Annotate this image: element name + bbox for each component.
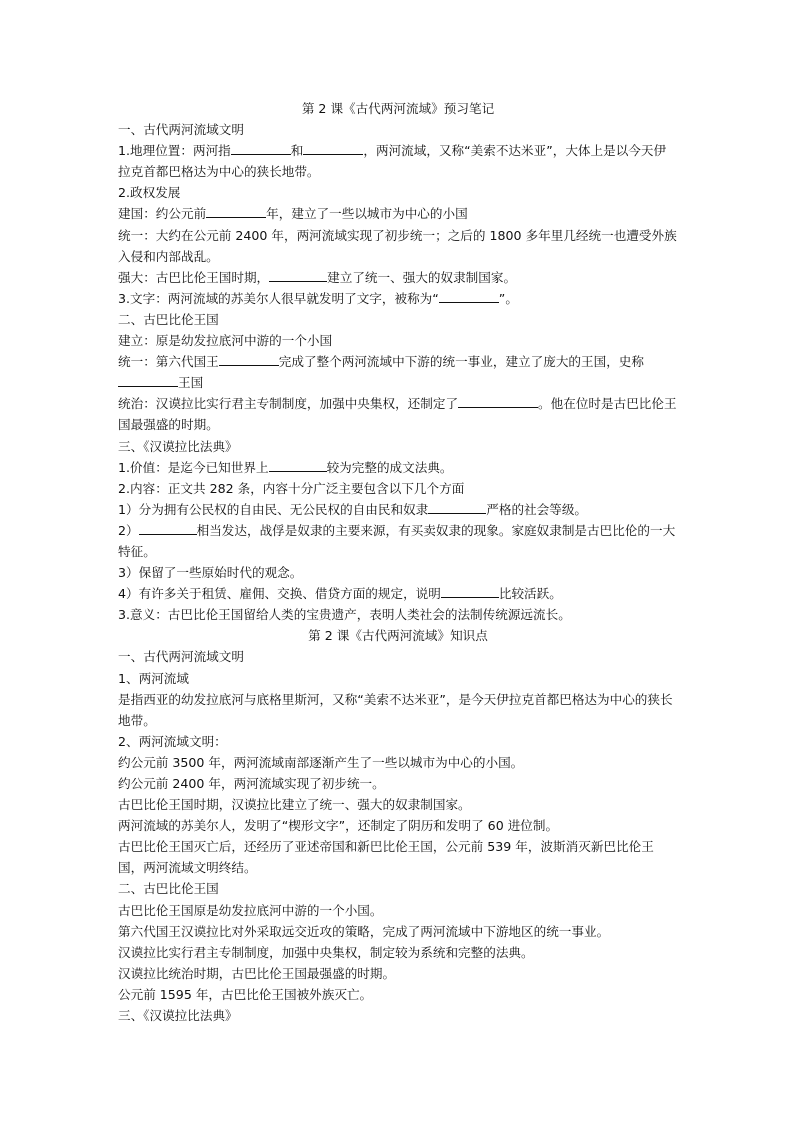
c1-text-a: 1）分为拥有公民权的自由民、无公民权的自由民和奴隶 <box>118 501 429 517</box>
fill-blank[interactable] <box>441 583 499 598</box>
notes-section-3-heading: 三、《汉谟拉比法典》 <box>118 438 238 454</box>
fill-blank[interactable] <box>303 140 363 155</box>
establish-line: 建立：原是幼发拉底河中游的一个小国 <box>118 333 333 349</box>
notes-section-1-heading: 一、古代两河流域文明 <box>118 122 244 138</box>
s2-line-2: 第六代国王汉谟拉比对外采取远交近攻的策略，完成了两河流域中下游地区的统一事业。 <box>118 923 610 939</box>
unify2-text-b: 完成了整个两河流域中下游的统一事业，建立了庞大的王国，史称 <box>278 354 644 370</box>
founding-line <box>118 203 678 224</box>
fill-blank[interactable] <box>219 351 279 366</box>
geography-paragraph <box>118 140 678 182</box>
content-item-2 <box>118 520 678 562</box>
k2-line-3: 古巴比伦王国时期，汉谟拉比建立了统一、强大的奴隶制国家。 <box>118 797 471 813</box>
c1-text-b: 严格的社会等级。 <box>486 501 588 517</box>
geography-text-a: 1.地理位置：两河指 <box>118 143 231 159</box>
c2-text-a: 2） <box>118 522 139 538</box>
knowledge-section-3-heading: 三、《汉谟拉比法典》 <box>118 1008 238 1024</box>
content-item-4 <box>118 583 678 604</box>
notes-section-2-heading: 二、古巴比伦王国 <box>118 311 219 327</box>
script-text-a: 3.文字：两河流域的苏美尔人很早就发明了文字，被称为“ <box>118 290 439 306</box>
geography-text-b: 和 <box>290 143 304 159</box>
fill-blank[interactable] <box>206 203 266 218</box>
knowledge-section-2-heading: 二、古巴比伦王国 <box>118 881 219 897</box>
content-item-3: 3）保留了一些原始时代的观念。 <box>118 565 303 581</box>
k2-heading: 2、两河流域文明： <box>118 733 227 749</box>
founding-text-b: 年，建立了一些以城市为中心的小国 <box>266 206 468 222</box>
fill-blank[interactable] <box>269 267 327 282</box>
knowledge-title: 第 2 课《古代两河流域》知识点 <box>308 628 488 644</box>
geography-text-c: ，两河流域，又称“美索不达米亚”，大体上是以今天伊拉克首都巴格达为中心的狭长地带。 <box>118 143 667 180</box>
c4-text-b: 比较活跃。 <box>498 586 562 602</box>
s2-line-4: 汉谟拉比统治时期，古巴比伦王国最强盛的时期。 <box>118 965 396 981</box>
s2-line-1: 古巴比伦王国原是幼发拉底河中游的一个小国。 <box>118 902 383 918</box>
rule-text-a: 统治：汉谟拉比实行君主专制制度，加强中央集权，还制定了 <box>118 396 459 412</box>
fill-blank[interactable] <box>139 520 197 535</box>
k2-line-5: 古巴比伦王国灭亡后，还经历了亚述帝国和新巴比伦王国，公元前 539 年，波斯消灭新巴比伦王国，两河流域文明终结。 <box>118 839 654 876</box>
strong-text-a: 强大：古巴比伦王国时期， <box>118 269 270 285</box>
s2-line-3: 汉谟拉比实行君主专制制度，加强中央集权，制定较为系统和完整的法典。 <box>118 944 534 960</box>
c4-text-a: 4）有许多关于租赁、雇佣、交换、借贷方面的规定，说明 <box>118 586 441 602</box>
unification2-paragraph <box>118 351 678 393</box>
fill-blank[interactable] <box>269 457 327 472</box>
value-line <box>118 457 678 478</box>
value-text-b: 较为完整的成文法典。 <box>326 459 453 475</box>
unify2-text-a: 统一：第六代国王 <box>118 354 219 370</box>
strong-text-b: 建立了统一、强大的奴隶制国家。 <box>327 269 517 285</box>
founding-text-a: 建国：约公元前 <box>118 206 207 222</box>
notes-title: 第 2 课《古代两河流域》预习笔记 <box>301 101 495 116</box>
fill-blank[interactable] <box>439 288 499 303</box>
rule-paragraph <box>118 393 678 435</box>
fill-blank[interactable] <box>231 140 291 155</box>
k2-line-2: 约公元前 2400 年，两河流域实现了初步统一。 <box>118 776 385 791</box>
strong-line <box>118 267 678 288</box>
meaning-line: 3.意义：古巴比伦王国留给人类的宝贵遗产，表明人类社会的法制传统源远流长。 <box>118 607 571 623</box>
content-line: 2.内容：正文共 282 条，内容十分广泛主要包含以下几个方面 <box>118 480 465 496</box>
knowledge-section-1-heading: 一、古代两河流域文明 <box>118 649 244 665</box>
script-line <box>118 288 678 309</box>
document-page <box>118 98 678 1026</box>
s2-line-5: 公元前 1595 年，古巴比伦王国被外族灭亡。 <box>118 986 373 1002</box>
politics-heading: 2.政权发展 <box>118 185 181 201</box>
k2-line-1: 约公元前 3500 年，两河流域南部逐渐产生了一些以城市为中心的小国。 <box>118 754 524 770</box>
c2-text-b: 相当发达，战俘是奴隶的主要来源，有买卖奴隶的现象。家庭奴隶制是古巴比伦的一大特征。 <box>118 522 676 559</box>
value-text-a: 1.价值：是迄今已知世界上 <box>118 459 269 475</box>
fill-blank[interactable] <box>118 372 178 387</box>
k1-heading: 1、两河流域 <box>118 670 189 686</box>
unification-paragraph: 统一：大约在公元前 2400 年，两河流域实现了初步统一；之后的 1800 多年里几经统一也遭受外族入侵和内部战乱。 <box>118 227 677 264</box>
fill-blank[interactable] <box>428 499 486 514</box>
k2-line-4: 两河流域的苏美尔人，发明了“楔形文字”，还制定了阴历和发明了 60 进位制。 <box>118 818 559 834</box>
fill-blank[interactable] <box>458 393 538 408</box>
unify2-text-c: 王国 <box>178 375 204 391</box>
k1-text: 是指西亚的幼发拉底河与底格里斯河，又称“美索不达米亚”，是今天伊拉克首都巴格达为中心的狭长地带。 <box>118 691 673 728</box>
script-text-b: ”。 <box>498 290 518 306</box>
content-item-1 <box>118 499 678 520</box>
rule-text-b: 。他在位时是古巴比伦王国最强盛的时期。 <box>118 396 677 433</box>
